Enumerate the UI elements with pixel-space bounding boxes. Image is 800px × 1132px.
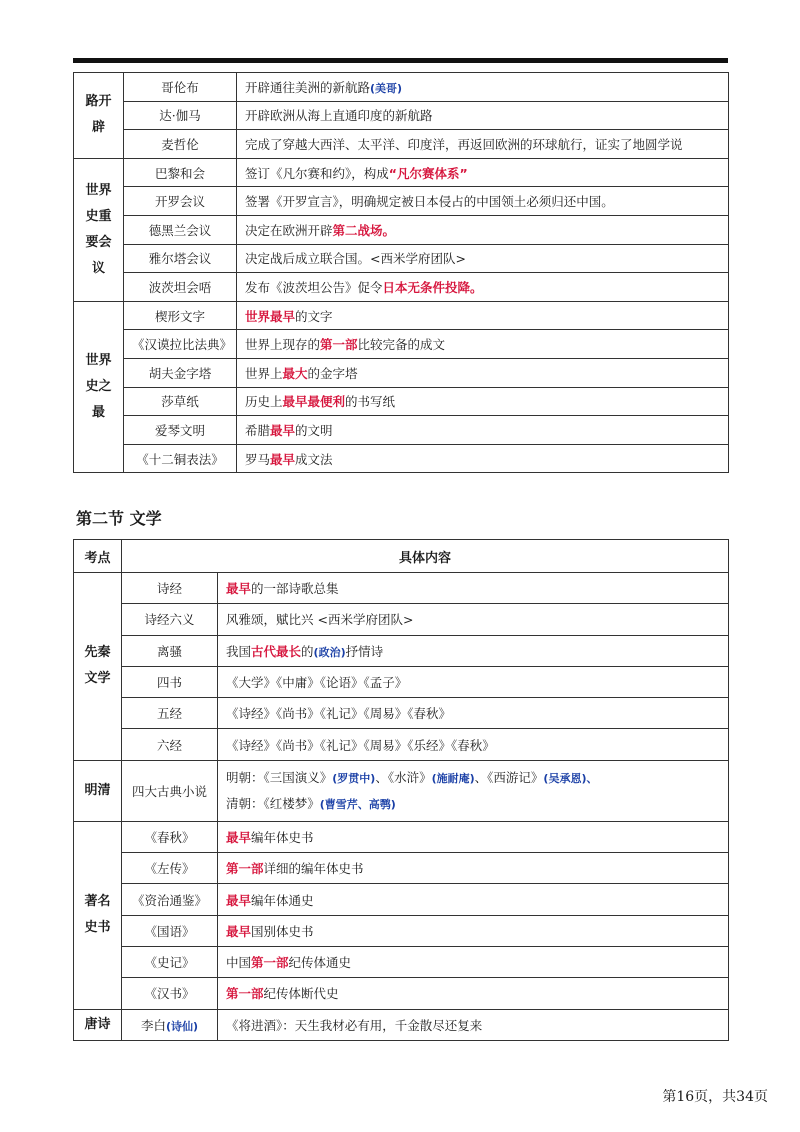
item-cell	[124, 358, 237, 387]
table-row	[74, 978, 729, 1009]
table-row	[74, 604, 729, 635]
content-text: 纪传体通史	[288, 955, 352, 971]
header-rule	[73, 58, 728, 63]
content-text: 历史上	[245, 394, 283, 410]
item-text: 《资治通鉴》	[131, 892, 207, 908]
content-cell	[218, 884, 729, 915]
content-text: 的	[301, 643, 314, 659]
item-text: 胡夫金字塔	[148, 365, 212, 381]
item-text: 《汉谟拉比法典》	[132, 337, 233, 353]
category-cell: 著名史书	[74, 821, 122, 1009]
content-text: 《大学》《中庸》《论语》《孟子》	[226, 675, 408, 691]
item-cell	[124, 273, 237, 302]
content-text: 世界上现存的	[245, 337, 321, 353]
content-cell	[218, 729, 729, 760]
content-text: 罗马	[245, 451, 271, 467]
content-text: 国别体史书	[251, 923, 314, 939]
table-row	[74, 821, 729, 852]
highlight-text: 最早	[226, 829, 252, 845]
content-cell	[237, 301, 729, 330]
item-cell	[124, 416, 237, 445]
content-cell	[237, 387, 729, 416]
table-row	[74, 444, 729, 473]
content-text: 、《西游记》	[474, 769, 544, 785]
highlight-text: 最早	[226, 892, 252, 908]
content-cell	[218, 1009, 729, 1040]
content-text: 抒情诗	[345, 643, 384, 659]
content-text: 成文法	[295, 451, 333, 467]
item-text: 诗经六义	[144, 612, 195, 628]
content-text: 完成了穿越大西洋、太平洋、印度洋，再返回欧洲的环球航行，证实了地圆学说	[245, 136, 683, 152]
content-text: 编年体通史	[251, 892, 314, 908]
item-text: 《春秋》	[144, 829, 195, 845]
content-text: 清朝：《红楼梦》	[226, 795, 320, 811]
content-cell	[237, 358, 729, 387]
content-cell	[218, 573, 729, 604]
world-history-table-body	[74, 73, 729, 473]
content-cell	[237, 158, 729, 187]
item-text: 《史记》	[144, 955, 195, 971]
highlight-text: 第一部	[251, 955, 289, 971]
header-content: 具体内容	[122, 540, 729, 573]
content-cell	[237, 187, 729, 216]
item-text: 开罗会议	[154, 194, 205, 210]
item-cell	[124, 73, 237, 102]
highlight-text: 第二战场。	[332, 222, 396, 238]
item-text: 四书	[156, 675, 182, 691]
item-cell	[122, 635, 218, 666]
table-row	[74, 215, 729, 244]
content-cell	[237, 73, 729, 102]
table-row	[74, 187, 729, 216]
item-cell	[122, 915, 218, 946]
highlight-text: 最早	[270, 451, 296, 467]
content-text: 《诗经》《尚书》《礼记》《周易》《春秋》	[226, 706, 452, 722]
content-text: 决定在欧洲开辟	[245, 222, 333, 238]
content-text: 明朝：《三国演义》	[226, 769, 333, 785]
item-cell	[122, 821, 218, 852]
highlight-text: 最大	[282, 365, 308, 381]
content-text: 比较完备的成文	[357, 337, 446, 353]
item-cell	[124, 244, 237, 273]
item-cell	[122, 978, 218, 1009]
table-row	[74, 946, 729, 977]
literature-table-body	[74, 573, 729, 1041]
highlight-text: 最早最便利	[282, 394, 346, 410]
table-row	[74, 729, 729, 760]
literature-table	[73, 539, 729, 1041]
content-text: 的书写纸	[345, 394, 396, 410]
content-text: 《诗经》《尚书》《礼记》《周易》《乐经》《春秋》	[226, 737, 495, 753]
item-cell	[124, 130, 237, 159]
item-text: 雅尔塔会议	[148, 251, 212, 267]
category-cell: 明清	[74, 760, 122, 821]
annotation-text: (美哥)	[370, 81, 403, 95]
content-cell	[218, 853, 729, 884]
item-cell	[122, 729, 218, 760]
world-history-table	[73, 72, 729, 473]
content-text: 风雅颂，赋比兴 <西米学府团队>	[226, 612, 414, 628]
table-row	[74, 573, 729, 604]
table-row	[74, 358, 729, 387]
content-cell	[237, 101, 729, 130]
highlight-text: 最早	[226, 581, 252, 597]
table-row	[74, 387, 729, 416]
content-text: 我国	[226, 643, 252, 659]
content-text: 的一部诗歌总集	[251, 581, 339, 597]
content-text: 编年体史书	[251, 829, 314, 845]
table-row	[74, 884, 729, 915]
item-text: 德黑兰会议	[148, 222, 212, 238]
content-text: 详细的编年体史书	[263, 861, 364, 877]
highlight-text: 最早	[226, 923, 252, 939]
content-cell	[237, 416, 729, 445]
item-text: 五经	[156, 706, 182, 722]
content-cell	[237, 215, 729, 244]
content-cell	[218, 666, 729, 697]
content-cell	[218, 635, 729, 666]
table-row	[74, 416, 729, 445]
content-cell	[218, 946, 729, 977]
item-cell	[124, 158, 237, 187]
content-text: 希腊	[245, 422, 271, 438]
content-cell	[237, 330, 729, 359]
category-cell: 唐诗	[74, 1009, 122, 1040]
content-text: 开辟欧洲从海上直通印度的新航路	[245, 108, 433, 124]
item-cell	[124, 387, 237, 416]
table-row	[74, 760, 729, 821]
item-text: 波茨坦会唔	[148, 279, 212, 295]
item-cell	[122, 1009, 218, 1040]
category-cell: 世界史之最	[74, 301, 124, 473]
content-cell	[218, 821, 729, 852]
item-cell	[124, 301, 237, 330]
table-row	[74, 158, 729, 187]
item-cell	[122, 946, 218, 977]
annotation-text: (施耐庵)	[431, 771, 475, 785]
table-row	[74, 273, 729, 302]
annotation-text: (吴承恩)、	[543, 771, 598, 785]
highlight-text: 古代最长	[251, 643, 302, 659]
content-text: 的文字	[295, 308, 333, 324]
content-cell	[237, 130, 729, 159]
category-cell: 先秦文学	[74, 573, 122, 761]
annotation-text: (罗贯中)	[332, 771, 376, 785]
content-text: 中国	[226, 955, 252, 971]
content-cell	[218, 604, 729, 635]
item-text: 巴黎和会	[154, 165, 205, 181]
highlight-text: 世界最早	[245, 308, 296, 324]
item-cell	[122, 884, 218, 915]
header-kaodian: 考点	[74, 540, 122, 573]
section-title: 第二节 文学	[76, 509, 162, 528]
table-row	[74, 330, 729, 359]
item-text: 《十二铜表法》	[136, 451, 224, 467]
item-text: 《汉书》	[144, 986, 195, 1002]
table-row	[74, 698, 729, 729]
item-text: 莎草纸	[161, 394, 199, 410]
table-row	[74, 635, 729, 666]
table-row	[74, 101, 729, 130]
content-text: 签署《开罗宣言》，明确规定被日本侵占的中国领土必须归还中国。	[245, 194, 614, 210]
item-text: 爱琴文明	[154, 422, 205, 438]
content-text: 决定战后成立联合国。<西米学府团队>	[245, 251, 466, 267]
content-cell	[218, 978, 729, 1009]
content-cell	[218, 698, 729, 729]
item-cell	[122, 760, 218, 821]
annotation-text: (政治)	[313, 645, 346, 659]
item-cell	[124, 330, 237, 359]
item-cell	[122, 698, 218, 729]
annotation-text: (曹雪芹、高鹗)	[319, 797, 396, 811]
item-note: (诗仙)	[165, 1019, 199, 1033]
table-row	[74, 1009, 729, 1040]
item-text: 《左传》	[144, 861, 195, 877]
table-row	[74, 244, 729, 273]
page-number: 第16页，共34页	[662, 1089, 768, 1105]
item-text: 离骚	[156, 643, 182, 659]
content-cell	[237, 244, 729, 273]
table-row	[74, 853, 729, 884]
item-text: 麦哲伦	[161, 136, 199, 152]
item-cell	[124, 215, 237, 244]
item-text: 六经	[156, 737, 182, 753]
content-text: 、《水浒》	[375, 769, 432, 785]
item-cell	[124, 444, 237, 473]
content-text: 纪传体断代史	[263, 986, 339, 1002]
content-text: 《将进酒》：天生我材必有用，千金散尽还复来	[226, 1017, 483, 1033]
item-text: 楔形文字	[154, 308, 205, 324]
content-text: 世界上	[245, 365, 283, 381]
table-row	[74, 301, 729, 330]
content-text: 签订《凡尔赛和约》，构成	[245, 165, 389, 181]
content-line	[226, 791, 720, 817]
highlight-text: 日本无条件投降。	[382, 279, 483, 295]
content-cell	[218, 915, 729, 946]
highlight-text: “凡尔赛体系”	[388, 165, 468, 181]
content-text: 开辟通往美洲的新航路	[245, 79, 371, 95]
highlight-text: 第一部	[226, 861, 264, 877]
item-cell	[124, 101, 237, 130]
content-text: 的金字塔	[307, 365, 358, 381]
content-text: 发布《波茨坦公告》促令	[245, 279, 383, 295]
highlight-text: 第一部	[320, 337, 358, 353]
content-line	[226, 765, 720, 791]
item-text: 诗经	[156, 581, 182, 597]
item-cell	[122, 853, 218, 884]
content-cell	[237, 444, 729, 473]
table-row	[74, 73, 729, 102]
item-text: 哥伦布	[161, 79, 199, 95]
content-text: 的文明	[295, 422, 333, 438]
item-cell	[124, 187, 237, 216]
highlight-text: 第一部	[226, 986, 264, 1002]
table-row	[74, 915, 729, 946]
content-cell	[237, 273, 729, 302]
content-cell	[218, 760, 729, 821]
highlight-text: 最早	[270, 422, 296, 438]
table-row	[74, 130, 729, 159]
item-cell	[122, 666, 218, 697]
item-cell	[122, 573, 218, 604]
category-cell: 世界史重要会议	[74, 158, 124, 301]
item-cell	[122, 604, 218, 635]
category-cell: 路开辟	[74, 73, 124, 159]
item-text: 四大古典小说	[131, 783, 207, 799]
item-text: 达·伽马	[159, 108, 201, 124]
table-row	[74, 666, 729, 697]
item-text: 李白	[140, 1017, 166, 1033]
item-text: 《国语》	[144, 923, 195, 939]
